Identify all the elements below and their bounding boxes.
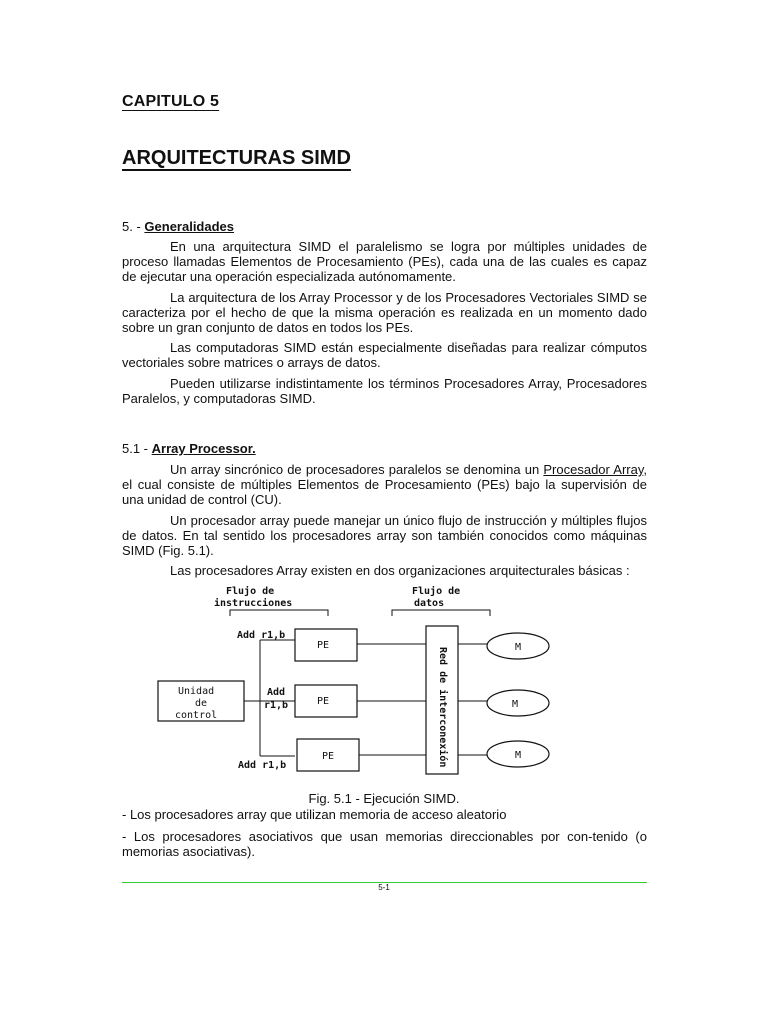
paragraph: La arquitectura de los Array Processor y de los Procesadores Vectoriales SIMD se caracteriza por el hecho de que la misma operación es realizada en un momento dado sobre un gran conjunto de datos en todos los PEs.: [122, 290, 647, 335]
paragraph-text: , el cual consiste de múltiples Elementos de Procesamiento (PEs) bajo la supervisión de una unidad de control (CU).: [122, 462, 648, 507]
label-flujo-instrucciones: instrucciones: [214, 598, 293, 609]
memory-label: M: [515, 642, 522, 653]
label-flujo-datos: Flujo de: [412, 586, 461, 597]
pe-label: PE: [317, 696, 330, 707]
paragraph: Las procesadores Array existen en dos organizaciones arquitecturales básicas :: [170, 563, 630, 578]
section-title: Generalidades: [144, 219, 235, 234]
instruction-label: r1,b: [264, 700, 289, 711]
bracket-datos: [392, 610, 490, 616]
control-unit-label: control: [175, 710, 218, 721]
paragraph: Un procesador array puede manejar un único flujo de instrucción y múltiples flujos de datos. En tal sentido los procesadores array son también conocidos como máquinas SIMD (Fig. 5.1).: [122, 513, 647, 558]
bracket-instrucciones: [230, 610, 328, 616]
page-number: 5-1: [378, 883, 390, 892]
pe-label: PE: [317, 640, 330, 651]
label-flujo-instrucciones: Flujo de: [226, 586, 275, 597]
paragraph: Pueden utilizarse indistintamente los términos Procesadores Array, Procesadores Paralelos, y computadoras SIMD.: [122, 376, 647, 406]
paragraph: Las computadoras SIMD están especialmente diseñadas para realizar cómputos vectoriales sobre matrices o arrays de datos.: [122, 340, 647, 370]
control-unit-label: de: [195, 698, 208, 709]
paragraph: [122, 462, 647, 507]
bullet-item: - Los procesadores asociativos que usan memorias direccionables por con-tenido (o memorias asociativas).: [122, 829, 647, 859]
instruction-label: Add r1,b: [238, 760, 287, 771]
chapter-title: ARQUITECTURAS SIMD: [122, 147, 351, 169]
paragraph-text: Un array sincrónico de procesadores paralelos se denomina un: [170, 462, 544, 477]
control-unit-label: Unidad: [178, 686, 215, 697]
section-heading-array-processor: [122, 441, 256, 456]
paragraph: En una arquitectura SIMD el paralelismo se logra por múltiples unidades de proceso llamadas Elementos de Procesamiento (PEs), cada una de las cuales es capaz de ejecutar una operación especializada autónomamente.: [122, 239, 647, 284]
interconnection-network-label: Red de interconexión: [437, 647, 448, 768]
label-flujo-datos: datos: [414, 598, 445, 609]
simd-diagram: [150, 582, 610, 782]
section-heading-generalidades: [122, 219, 234, 234]
section-number: 5. -: [122, 219, 145, 234]
instruction-label: Add: [267, 687, 286, 698]
chapter-heading: CAPITULO 5: [122, 93, 220, 110]
section-number: 5.1 -: [122, 441, 152, 456]
figure-caption: Fig. 5.1 - Ejecución SIMD.: [308, 791, 460, 806]
section-title: Array Processor.: [151, 441, 256, 456]
bullet-item: - Los procesadores array que utilizan memoria de acceso aleatorio: [122, 807, 507, 822]
instruction-label: Add r1,b: [237, 630, 286, 641]
memory-label: M: [515, 750, 522, 761]
memory-label: M: [512, 699, 519, 710]
pe-label: PE: [322, 751, 335, 762]
term-procesador-array: Procesador Array: [543, 462, 644, 477]
